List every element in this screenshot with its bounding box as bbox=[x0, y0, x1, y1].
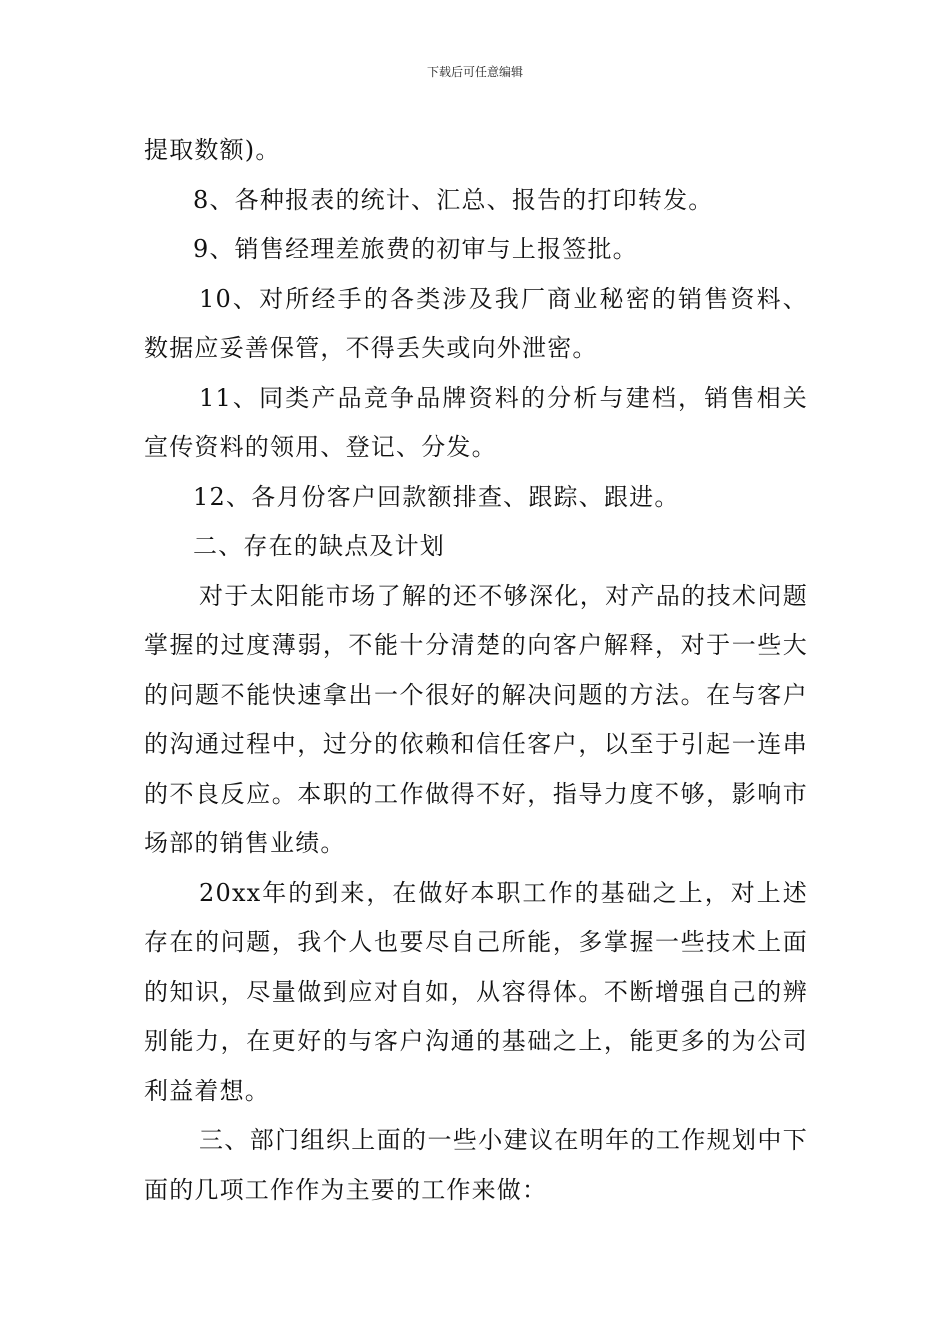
list-item-10: 10、对所经手的各类涉及我厂商业秘密的销售资料、数据应妥善保管，不得丢失或向外泄密。 bbox=[144, 284, 808, 362]
list-item-8: 8、各种报表的统计、汇总、报告的打印转发。 bbox=[193, 185, 714, 214]
section-heading-3: 三、部门组织上面的一些小建议在明年的工作规划中下面的几项工作作为主要的工作来做： bbox=[144, 1126, 808, 1204]
list-item-12: 12、各月份客户回款额排查、跟踪、跟进。 bbox=[193, 482, 680, 511]
paragraph-continuation: 提取数额)。 bbox=[144, 136, 281, 164]
list-item-11: 11、同类产品竞争品牌资料的分析与建档，销售相关宣传资料的领用、登记、分发。 bbox=[144, 383, 808, 461]
document-body bbox=[144, 126, 808, 1215]
paragraph-plan: 20xx年的到来，在做好本职工作的基础之上，对上述存在的问题，我个人也要尽自己所能，多掌握一些技术上面的知识，尽量做到应对自如，从容得体。不断增强自己的辨别能力，在更好的与客户沟通的基础之上，能更多的为公司利益着想。 bbox=[144, 878, 808, 1105]
paragraph-shortcomings: 对于太阳能市场了解的还不够深化，对产品的技术问题掌握的过度薄弱，不能十分清楚的向客户解释，对于一些大的问题不能快速拿出一个很好的解决问题的方法。在与客户的沟通过程中，过分的依赖和信任客户，以至于引起一连串的不良反应。本职的工作做得不好，指导力度不够，影响市场部的销售业绩。 bbox=[144, 581, 808, 857]
page-header: 下载后可任意编辑 bbox=[426, 65, 523, 79]
section-heading-2: 二、存在的缺点及计划 bbox=[193, 532, 445, 560]
list-item-9: 9、销售经理差旅费的初审与上报签批。 bbox=[193, 235, 638, 263]
